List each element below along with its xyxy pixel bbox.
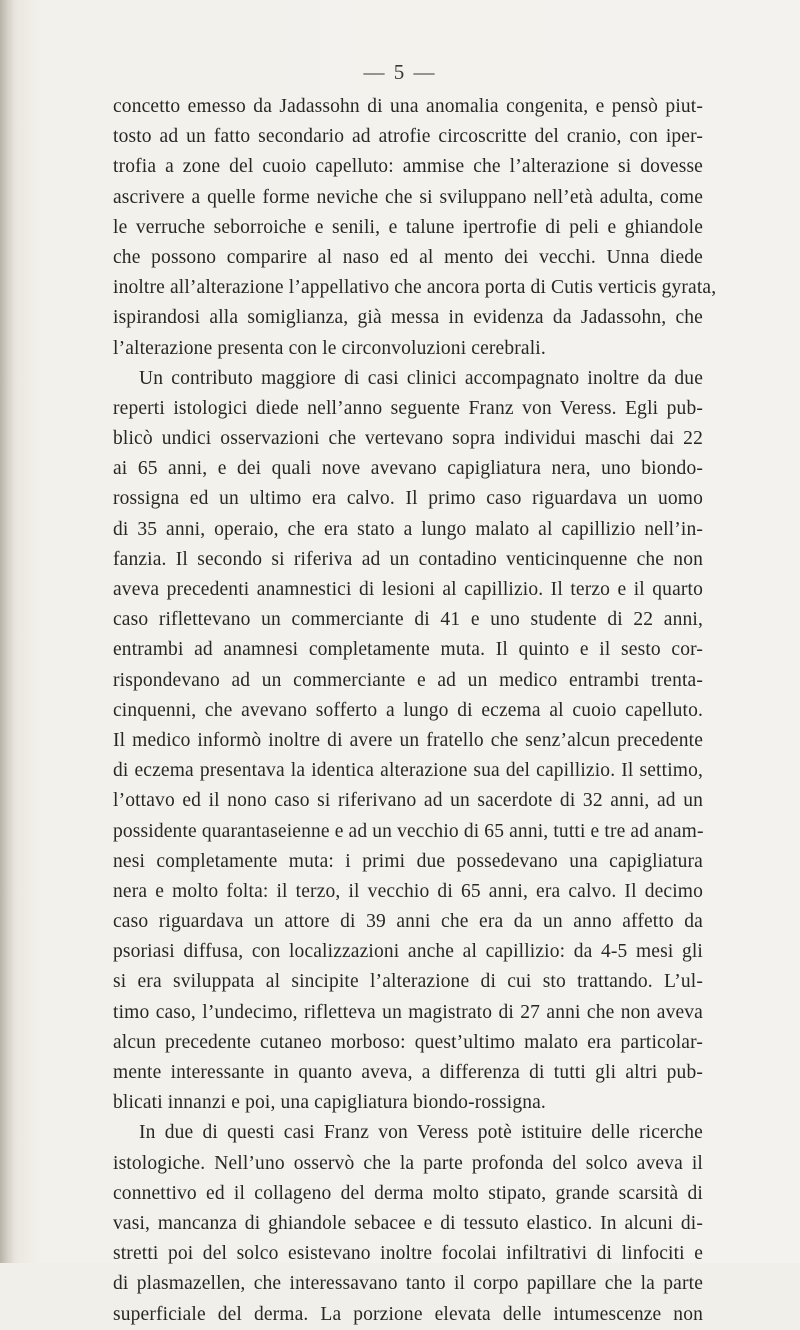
text-line: In due di questi casi Franz von Veress potè istituire delle ricerche (139, 1122, 703, 1144)
body-text (113, 92, 717, 1330)
text-line: aveva precedenti anamnestici di lesioni al capillizio. Il terzo e il quarto (113, 579, 703, 600)
text-line: vasi, mancanza di ghiandole sebacee e di tessuto elastico. In alcuni di- (113, 1212, 703, 1234)
text-line: alcun precedente cutaneo morboso: quest’ultimo malato era particolar- (113, 1031, 703, 1053)
text-line: l’ottavo ed il nono caso si riferivano ad un sacerdote di 32 anni, ad un (113, 790, 703, 812)
text-line: ascrivere a quelle forme neviche che si sviluppano nell’età adulta, come (113, 186, 703, 208)
text-line: cinquenni, che avevano sofferto a lungo di eczema al cuoio capelluto. (113, 699, 703, 721)
text-line: stretti poi del solco esistevano inoltre focolai infiltrativi di linfociti e (113, 1243, 703, 1265)
text-line: l’alterazione presenta con le circonvoluzioni cerebrali. (113, 337, 546, 359)
binding-gutter (0, 0, 14, 1263)
text-line: istologiche. Nell’uno osservò che la parte profonda del solco aveva il (113, 1152, 703, 1174)
text-line: fanzia. Il secondo si riferiva ad un contadino venticinquenne che non (113, 548, 703, 570)
text-line: blicati innanzi e poi, una capigliatura biondo-rossigna. (113, 1092, 546, 1114)
text-line: timo caso, l’undecimo, rifletteva un magistrato di 27 anni che non aveva (113, 1001, 703, 1023)
text-line: superficiale del derma. La porzione elevata delle intumescenze non (113, 1303, 703, 1325)
page-number: — 5 — (363, 60, 437, 84)
text-line: blicò undici osservazioni che vertevano sopra individui maschi dai 22 (113, 428, 703, 450)
text-line: nera e molto folta: il terzo, il vecchio di 65 anni, era calvo. Il decimo (113, 880, 703, 902)
text-line: reperti istologici diede nell’anno seguente Franz von Veress. Egli pub- (113, 397, 703, 419)
text-line: che possono comparire al naso ed al mento dei vecchi. Unna diede (113, 246, 703, 268)
text-line: ai 65 anni, e dei quali nove avevano capigliatura nera, uno biondo- (113, 458, 703, 480)
text-line: rossigna ed un ultimo era calvo. Il primo caso riguardava un uomo (113, 488, 703, 510)
text-line: tosto ad un fatto secondario ad atrofie circoscritte del cranio, con iper- (113, 126, 703, 148)
text-line: caso riguardava un attore di 39 anni che era da un anno affetto da (113, 911, 703, 933)
text-line: inoltre all’alterazione l’appellativo che ancora porta di Cutis verticis gyrata, (113, 277, 717, 299)
text-line: psoriasi diffusa, con localizzazioni anche al capillizio: da 4-5 mesi gli (113, 941, 703, 963)
text-line: Un contributo maggiore di casi clinici accompagnato inoltre da due (139, 367, 703, 389)
text-line: di plasmazellen, che interessavano tanto il corpo papillare che la parte (113, 1273, 703, 1295)
text-line: entrambi ad anamnesi completamente muta. Il quinto e il sesto cor- (113, 639, 703, 661)
text-line: nesi completamente muta: i primi due possedevano una capigliatura (113, 850, 703, 872)
text-line: le verruche seborroiche e senili, e talune ipertrofie di peli e ghiandole (113, 216, 703, 238)
text-line: possidente quarantaseienne e ad un vecchio di 65 anni, tutti e tre ad anam- (113, 820, 704, 842)
text-line: connettivo ed il collageno del derma molto stipato, grande scarsità di (113, 1182, 703, 1204)
text-line: Il medico informò inoltre di avere un fratello che senz’alcun precedente (113, 729, 703, 751)
text-line: rispondevano ad un commerciante e ad un medico entrambi trenta- (113, 669, 703, 691)
text-line: si era sviluppata al sincipite l’alterazione di cui sto trattando. L’ul- (113, 971, 703, 993)
text-line: ispirandosi alla somiglianza, già messa in evidenza da Jadassohn, che (113, 307, 703, 329)
text-line: caso riflettevano un commerciante di 41 e uno studente di 22 anni, (113, 609, 703, 631)
text-line: di eczema presentava la identica alterazione sua del capillizio. Il settimo, (113, 760, 703, 782)
text-line: trofia a zone del cuoio capelluto: ammise che l’alterazione si dovesse (113, 156, 703, 178)
text-line: concetto emesso da Jadassohn di una anomalia congenita, e pensò piut- (113, 96, 703, 117)
text-line: di 35 anni, operaio, che era stato a lungo malato al capillizio nell’in- (113, 518, 703, 540)
text-line: mente interessante in quanto aveva, a differenza di tutti gli altri pub- (113, 1062, 703, 1083)
